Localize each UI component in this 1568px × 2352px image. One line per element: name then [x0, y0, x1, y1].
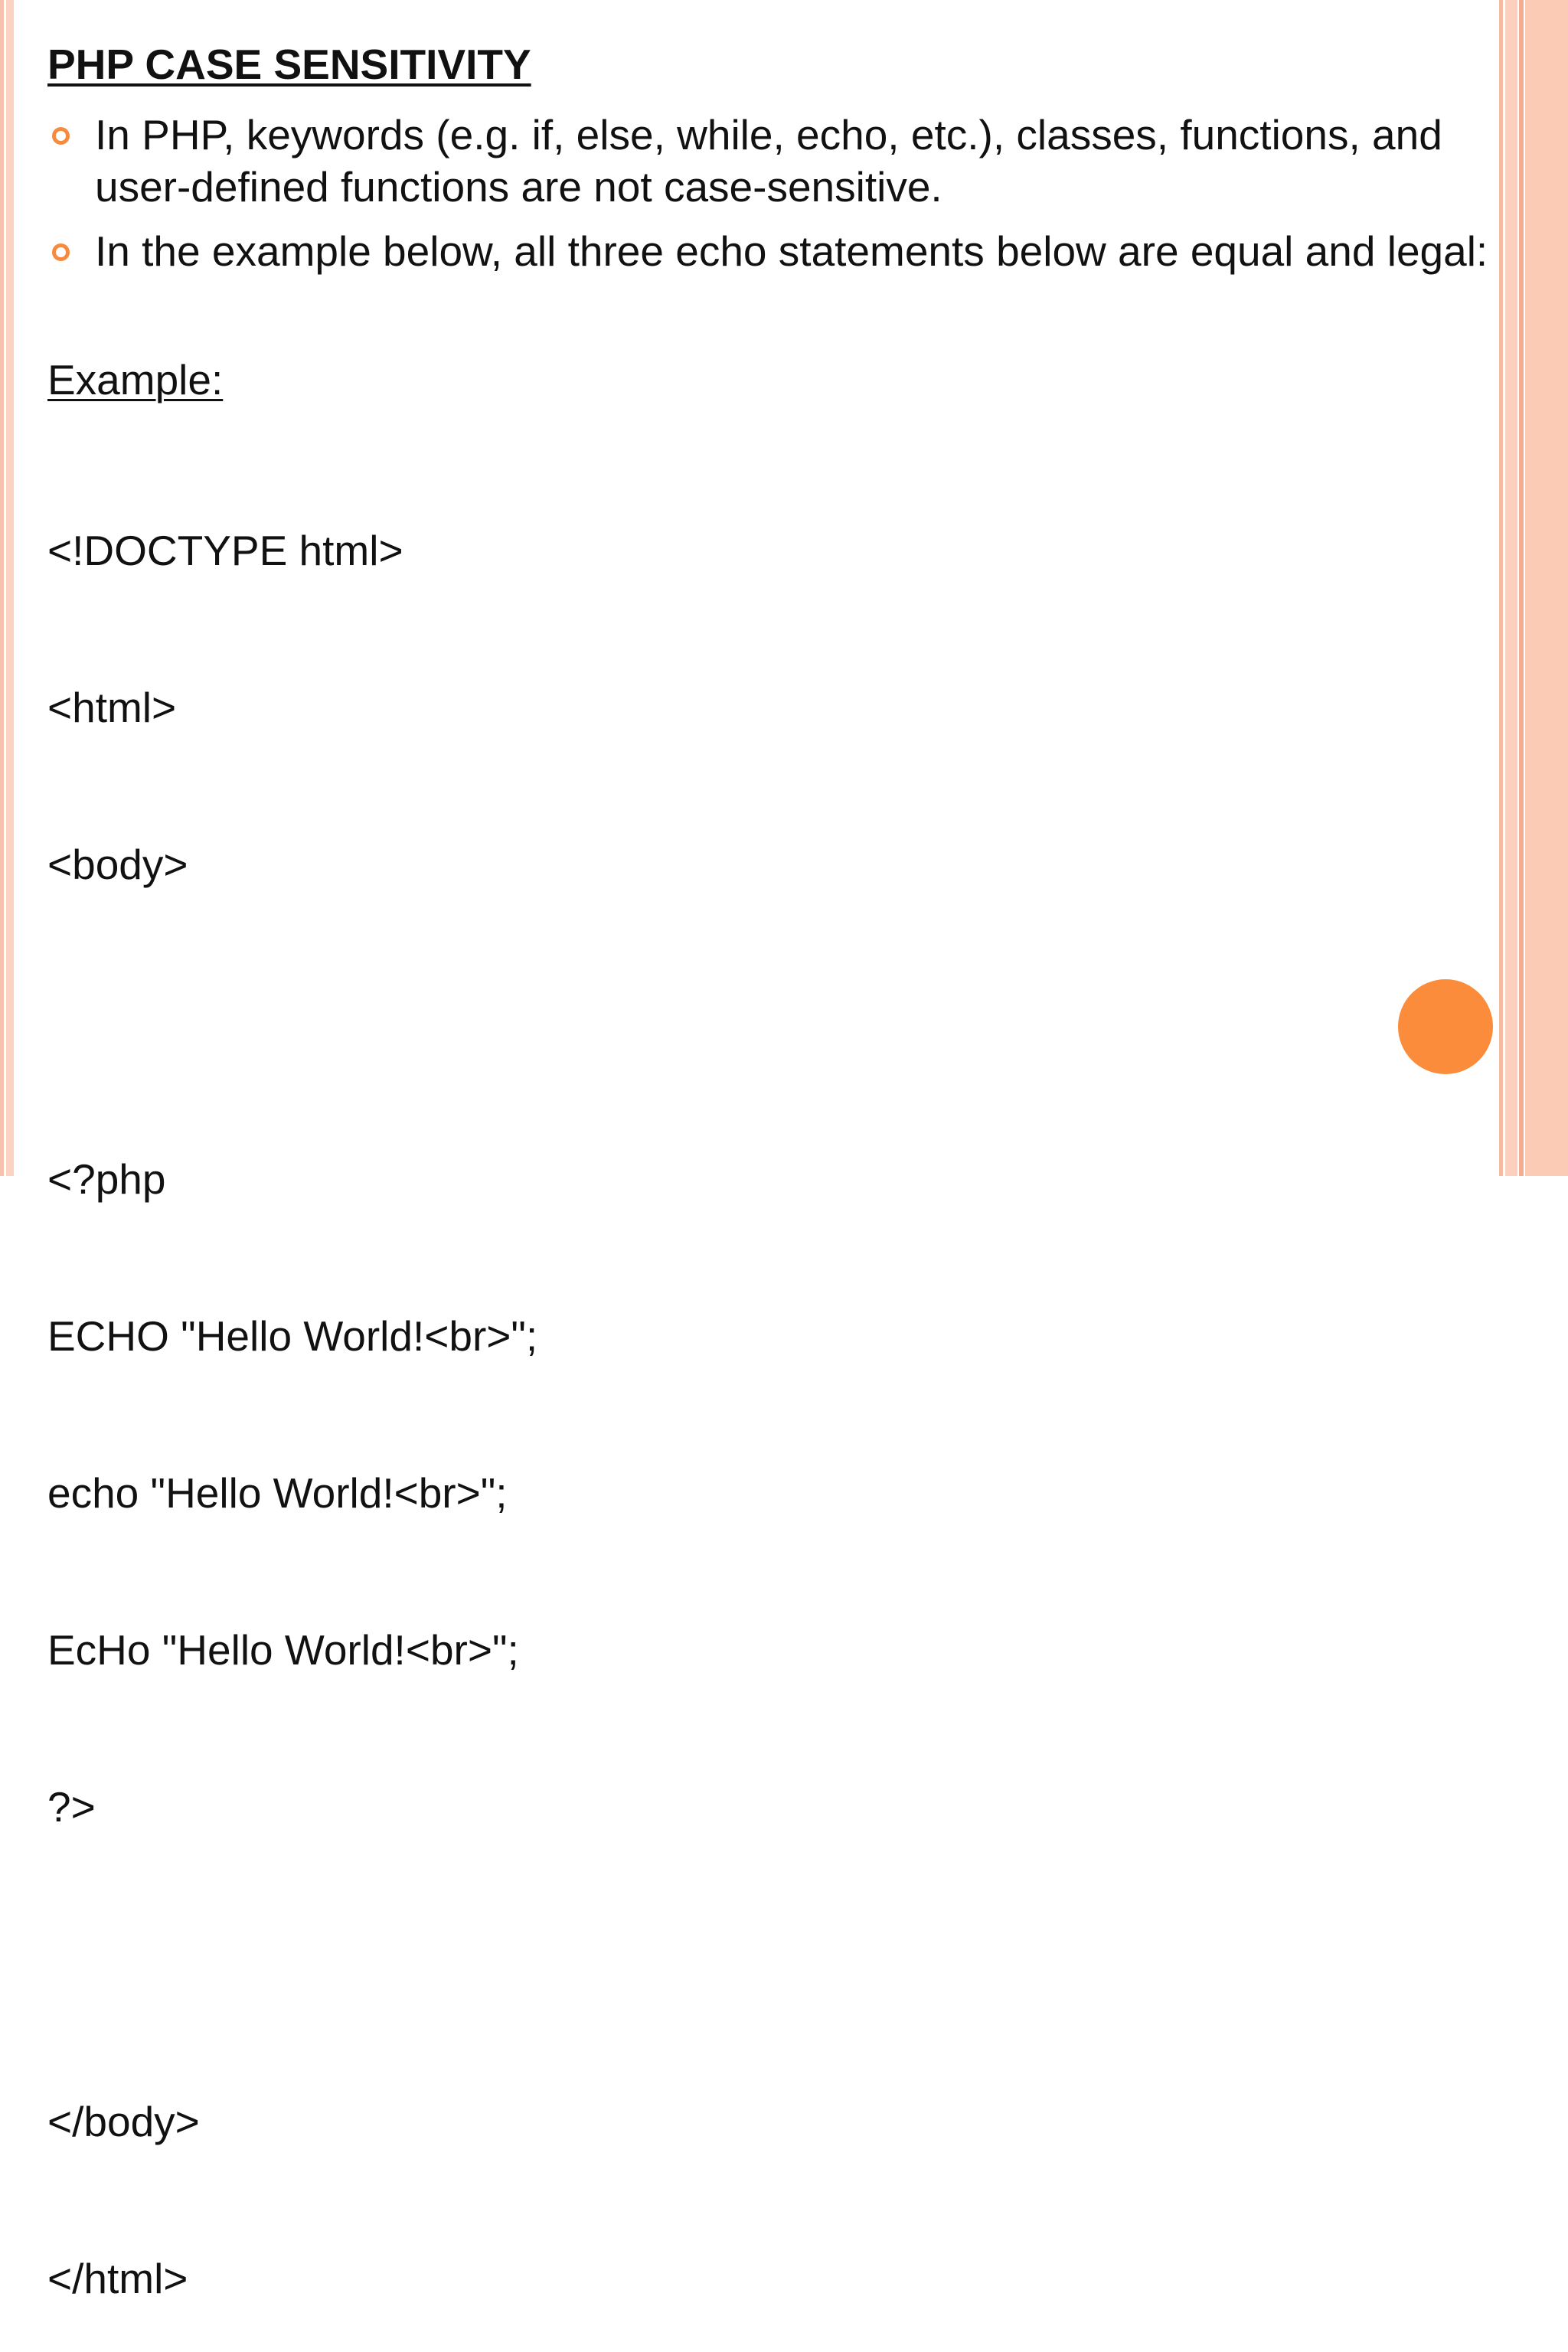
code-line: <html>	[47, 684, 177, 732]
slide-title: PHP CASE SENSITIVITY	[47, 41, 531, 88]
code-line: <body>	[47, 841, 188, 889]
code-line: </body>	[47, 2097, 200, 2145]
code-line: </html>	[47, 2255, 188, 2303]
code-line: ECHO "Hello World!<br>";	[47, 1312, 538, 1360]
bullet-text: In the example below, all three echo statements below are equal and legal:	[95, 227, 1488, 275]
bullet-item	[47, 109, 1525, 213]
code-line: ?>	[47, 1783, 96, 1831]
code-line-blank	[47, 1939, 537, 1991]
code-line: <?php	[47, 1155, 166, 1203]
code-example	[47, 420, 537, 2352]
right-border-stripe-4	[1525, 0, 1568, 1176]
code-line: echo "Hello World!<br>";	[47, 1469, 508, 1517]
bullet-text: In PHP, keywords (e.g. if, else, while, echo, etc.), classes, functions, and user-defined functions are not case-sensitive.	[95, 111, 1442, 211]
left-border-stripe	[0, 0, 4, 1176]
bullet-item	[47, 225, 1525, 277]
example-label: Example:	[47, 356, 224, 403]
bullet-list	[47, 109, 1525, 289]
left-border-stripe-inner	[6, 0, 14, 1176]
code-line: EcHo "Hello World!<br>";	[47, 1626, 519, 1674]
code-line: <!DOCTYPE html>	[47, 526, 403, 574]
circle-bullet-icon	[52, 243, 70, 261]
circle-bullet-icon	[52, 127, 70, 145]
orange-circle-decoration	[1398, 979, 1493, 1074]
code-line-blank	[47, 995, 537, 1047]
